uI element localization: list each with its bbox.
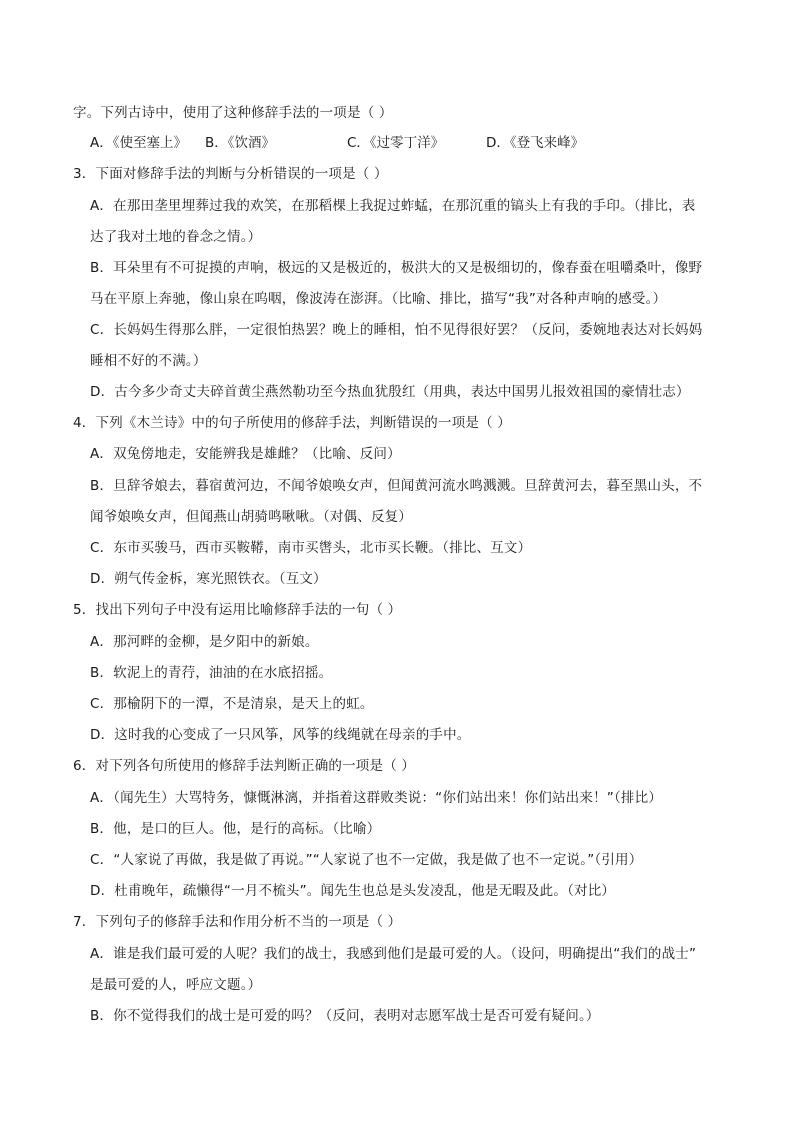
option-c: C．“人家说了再做，我是做了再说。”“人家说了也不一定做，我是做了也不一定说。”（引用） <box>90 852 643 868</box>
option-c: C．那榆阴下的一潭，不是清泉，是天上的虹。 <box>90 696 374 712</box>
question-2-options <box>90 133 710 153</box>
option-a-line-1: A．谁是我们最可爱的人呢？我们的战士，我感到他们是最可爱的人。（设问，明确提出“我们的战士” <box>90 946 697 962</box>
question-2-tail: 字。下列古诗中，使用了这种修辞手法的一项是（ ） <box>73 105 393 121</box>
option-a: A．《使至塞上》 <box>90 135 187 151</box>
option-c: C．《过零丁洋》 <box>347 135 445 151</box>
option-a: A．（闻先生）大骂特务，慷慨淋漓，并指着这群败类说：“你们站出来！你们站出来！”（排比） <box>90 790 663 806</box>
question-7-stem: 7．下列句子的修辞手法和作用分析不当的一项是（ ） <box>73 914 402 930</box>
option-c: C．东市买骏马，西市买鞍鞯，南市买辔头，北市买长鞭。（排比、互文） <box>90 540 532 556</box>
question-5-stem: 5．找出下列句子中没有运用比喻修辞手法的一句（ ） <box>73 602 402 618</box>
option-c-line-2: 睡相不好的不满。） <box>90 353 207 369</box>
option-a-line-2: 是最可爱的人，呼应文题。） <box>90 977 262 993</box>
option-b-line-1: B．旦辞爷娘去，暮宿黄河边，不闻爷娘唤女声，但闻黄河流水鸣溅溅。旦辞黄河去，暮至黑山头，不 <box>90 478 703 494</box>
option-a: A．双兔傍地走，安能辨我是雄雌？（比喻、反问） <box>90 446 401 462</box>
option-d: D．《登飞来峰》 <box>486 135 585 151</box>
option-d: D．古今多少奇丈夫碎首黄尘燕然勒功至今热血犹殷红（用典，表达中国男儿报效祖国的豪情壮志） <box>90 384 690 400</box>
option-d: D．朔气传金柝，寒光照铁衣。（互文） <box>90 571 327 587</box>
option-d: D．这时我的心变成了一只风筝，风筝的线绳就在母亲的手中。 <box>90 727 471 743</box>
option-b: B．他，是口的巨人。他，是行的高标。（比喻） <box>90 821 381 837</box>
option-b: B．你不觉得我们的战士是可爱的吗？（反问，表明对志愿军战士是否可爱有疑问。） <box>90 1008 600 1024</box>
question-3-stem: 3．下面对修辞手法的判断与分析错误的一项是（ ） <box>73 166 388 182</box>
option-b: B．《饮酒》 <box>205 135 276 151</box>
option-d: D．杜甫晚年，疏懒得“一月不梳头”。闻先生也总是头发凌乱，他是无暇及此。（对比） <box>90 883 616 899</box>
option-a-line-1: A．在那田垄里埋葬过我的欢笑，在那稻棵上我捉过蚱蜢，在那沉重的镐头上有我的手印。（排比，表 <box>90 198 696 214</box>
option-a: A．那河畔的金柳，是夕阳中的新娘。 <box>90 634 319 650</box>
question-6-stem: 6．对下列各句所使用的修辞手法判断正确的一项是（ ） <box>73 758 416 774</box>
option-a-line-2: 达了我对土地的眷念之情。） <box>90 229 262 245</box>
question-4-stem: 4．下列《木兰诗》中的句子所使用的修辞手法，判断错误的一项是（ ） <box>73 415 511 431</box>
option-c-line-1: C．长妈妈生得那么胖，一定很怕热罢？晚上的睡相，怕不见得很好罢？（反问，委婉地表达对长妈妈 <box>90 322 703 338</box>
option-b-line-1: B．耳朵里有不可捉摸的声响，极远的又是极近的，极洪大的又是极细切的，像春蚕在咀嚼桑叶，像野 <box>90 260 703 276</box>
option-b: B．软泥上的青荇，油油的在水底招摇。 <box>90 665 333 681</box>
option-b-line-2: 马在平原上奔驰，像山泉在呜咽，像波涛在澎湃。（比喻、排比，描写“我”对各种声响的感受。） <box>90 291 667 307</box>
option-b-line-2: 闻爷娘唤女声，但闻燕山胡骑鸣啾啾。（对偶、反复） <box>90 509 413 525</box>
